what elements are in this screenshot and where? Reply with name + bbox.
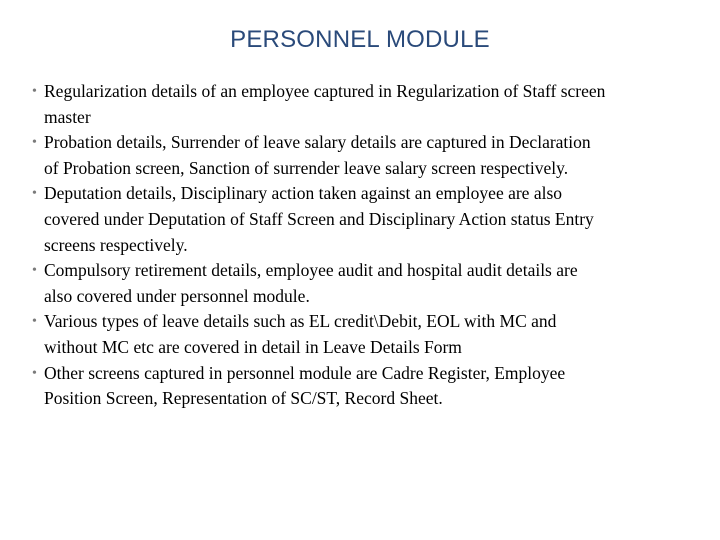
bullet-dot-icon: • (32, 186, 37, 202)
bullet-item (34, 181, 694, 258)
bullet-text-line: Deputation details, Disciplinary action taken against an employee are also (44, 183, 563, 204)
bullet-text-line: Various types of leave details such as EL credit\Debit, EOL with MC and (44, 311, 557, 332)
bullet-item (34, 79, 694, 130)
bullet-text-line: also covered under personnel module. (44, 285, 310, 306)
bullet-text-line: without MC etc are covered in detail in Leave Details Form (44, 336, 462, 357)
bullet-item (34, 361, 694, 412)
bullet-text-line: Other screens captured in personnel module are Cadre Register, Employee (44, 362, 566, 383)
bullet-text-line: covered under Deputation of Staff Screen and Disciplinary Action status Entry (44, 208, 594, 229)
bullet-text-line: master (44, 106, 91, 127)
bullet-dot-icon: • (32, 263, 37, 279)
bullet-text-line: Position Screen, Representation of SC/ST, Record Sheet. (44, 388, 443, 409)
bullet-text-line: Probation details, Surrender of leave salary details are captured in Declaration (44, 132, 591, 153)
bullet-dot-icon: • (32, 135, 37, 151)
bullet-dot-icon: • (32, 84, 37, 99)
slide-title: PERSONNEL MODULE (230, 26, 490, 53)
bullet-text-line: screens respectively. (44, 234, 188, 255)
bullet-dot-icon: • (32, 314, 37, 330)
bullet-dot-icon: • (32, 365, 37, 381)
bullet-text-line: Compulsory retirement details, employee audit and hospital audit details are (44, 260, 578, 281)
bullet-text-line: Regularization details of an employee captured in Regularization of Staff screen (44, 81, 606, 101)
bullet-list (34, 79, 694, 412)
bullet-item (34, 309, 694, 360)
bullet-text-line: of Probation screen, Sanction of surrender leave salary screen respectively. (44, 157, 569, 178)
bullet-item (34, 130, 694, 181)
bullet-item (34, 258, 694, 309)
